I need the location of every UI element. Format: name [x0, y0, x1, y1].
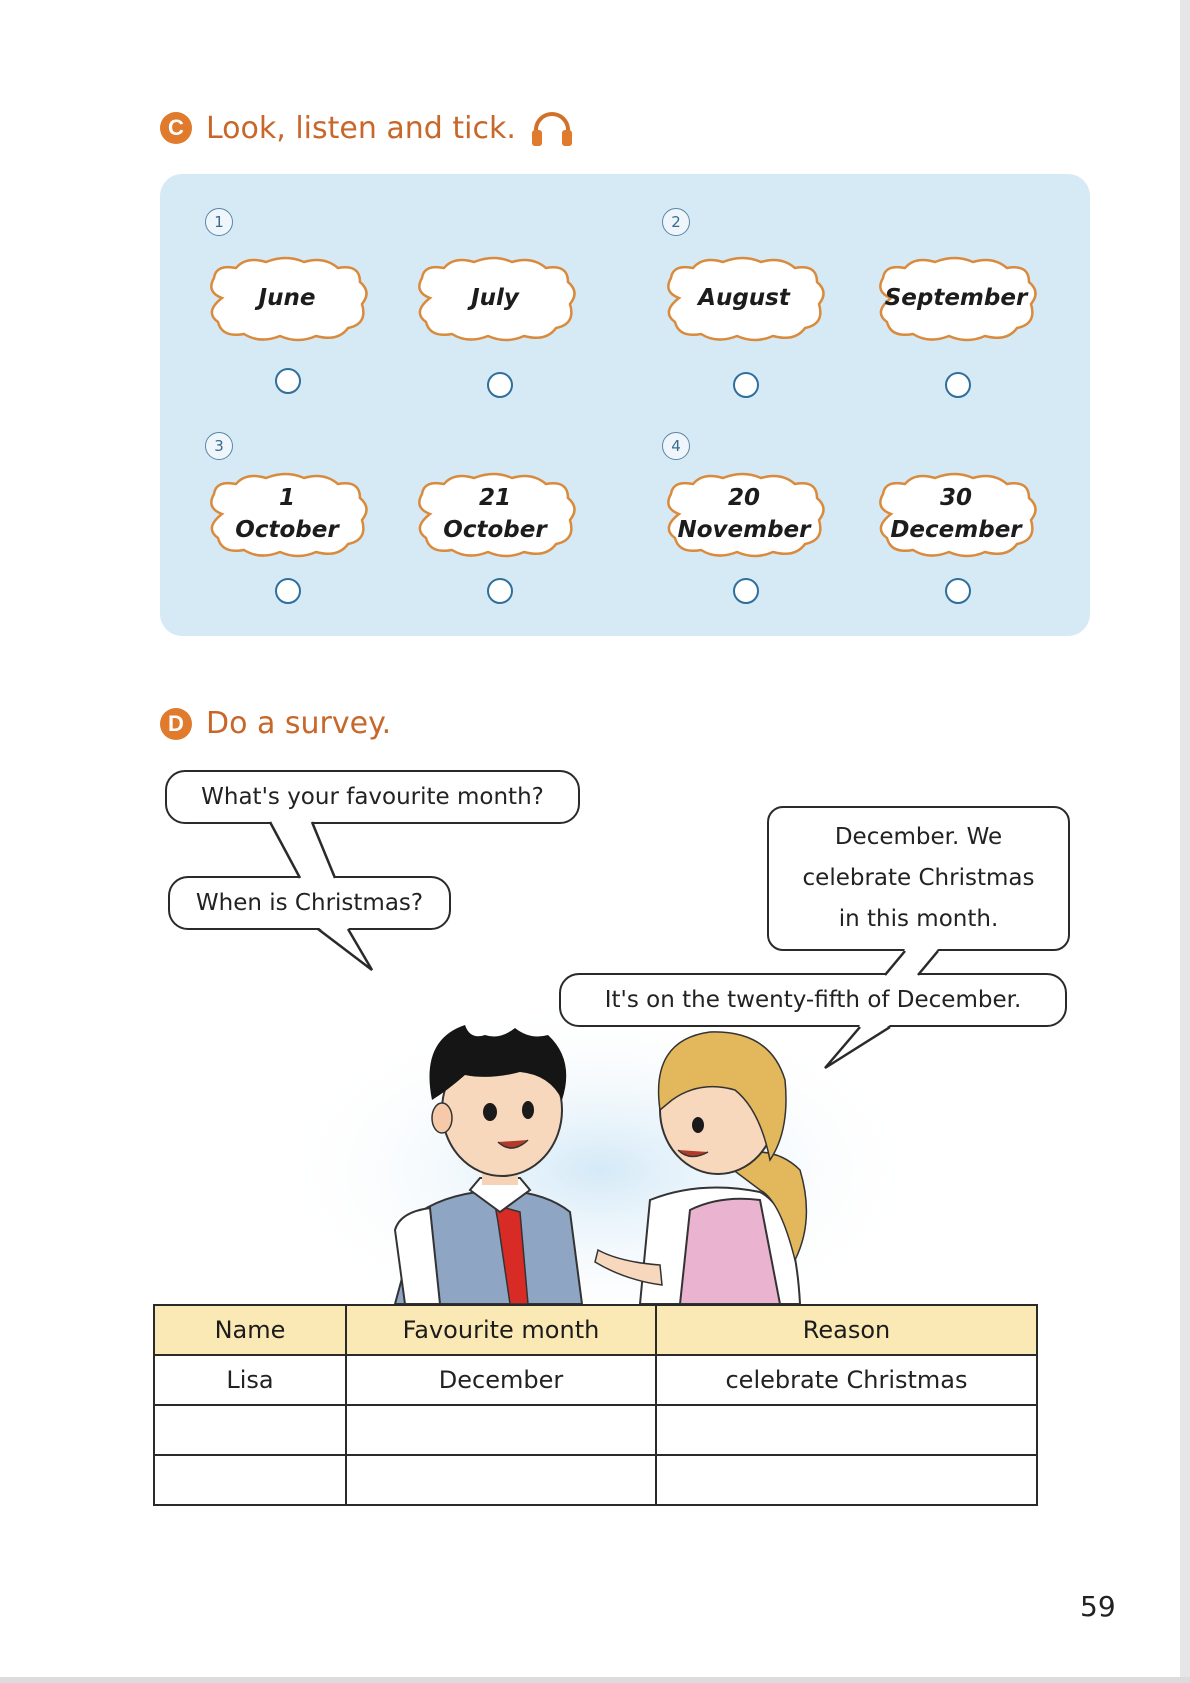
table-row — [154, 1405, 1037, 1455]
cell-name-blank[interactable] — [154, 1405, 346, 1455]
section-c-badge: C — [160, 112, 192, 144]
group-number-1: 1 — [205, 208, 233, 236]
table-header-row — [154, 1305, 1037, 1355]
answer-line-1: December. We — [834, 824, 1003, 850]
header-reason: Reason — [656, 1305, 1037, 1355]
option-july: July — [471, 285, 519, 311]
bubble-favourite-month-question: What's your favourite month? — [165, 770, 580, 824]
cell-name-blank[interactable] — [154, 1455, 346, 1505]
group-number-2: 2 — [662, 208, 690, 236]
option-august: August — [698, 285, 790, 311]
cell-name: Lisa — [154, 1355, 346, 1405]
option-20-november-day: 20 — [727, 485, 760, 511]
option-20-november-month: November — [677, 517, 811, 543]
option-21-october-month: October — [443, 517, 547, 543]
option-june: June — [258, 285, 316, 311]
cell-favourite-month-blank[interactable] — [346, 1455, 656, 1505]
table-row — [154, 1355, 1037, 1405]
cell-favourite-month-blank[interactable] — [346, 1405, 656, 1455]
cell-reason-blank[interactable] — [656, 1455, 1037, 1505]
option-21-october-day: 21 — [478, 485, 511, 511]
group-number-4: 4 — [662, 432, 690, 460]
page-number: 59 — [1080, 1590, 1116, 1623]
cell-reason: celebrate Christmas — [656, 1355, 1037, 1405]
answer-line-2: celebrate Christmas — [802, 865, 1035, 891]
bubble-christmas-answer: It's on the twenty-fifth of December. — [559, 973, 1067, 1027]
option-1-october-day: 1 — [278, 485, 295, 511]
option-30-december-day: 30 — [939, 485, 972, 511]
bubble-christmas-question: When is Christmas? — [168, 876, 451, 930]
section-d-badge: D — [160, 708, 192, 740]
cell-favourite-month: December — [346, 1355, 656, 1405]
header-name: Name — [154, 1305, 346, 1355]
answer-line-3: in this month. — [838, 906, 999, 932]
option-1-october-month: October — [235, 517, 339, 543]
survey-table — [153, 1304, 1038, 1506]
option-30-december-month: December — [890, 517, 1022, 543]
table-row — [154, 1455, 1037, 1505]
header-favourite-month: Favourite month — [346, 1305, 656, 1355]
section-d-title: Do a survey. — [206, 706, 392, 741]
section-c-title: Look, listen and tick. — [206, 110, 516, 146]
option-september: September — [884, 285, 1028, 311]
group-number-3: 3 — [205, 432, 233, 460]
cell-reason-blank[interactable] — [656, 1405, 1037, 1455]
